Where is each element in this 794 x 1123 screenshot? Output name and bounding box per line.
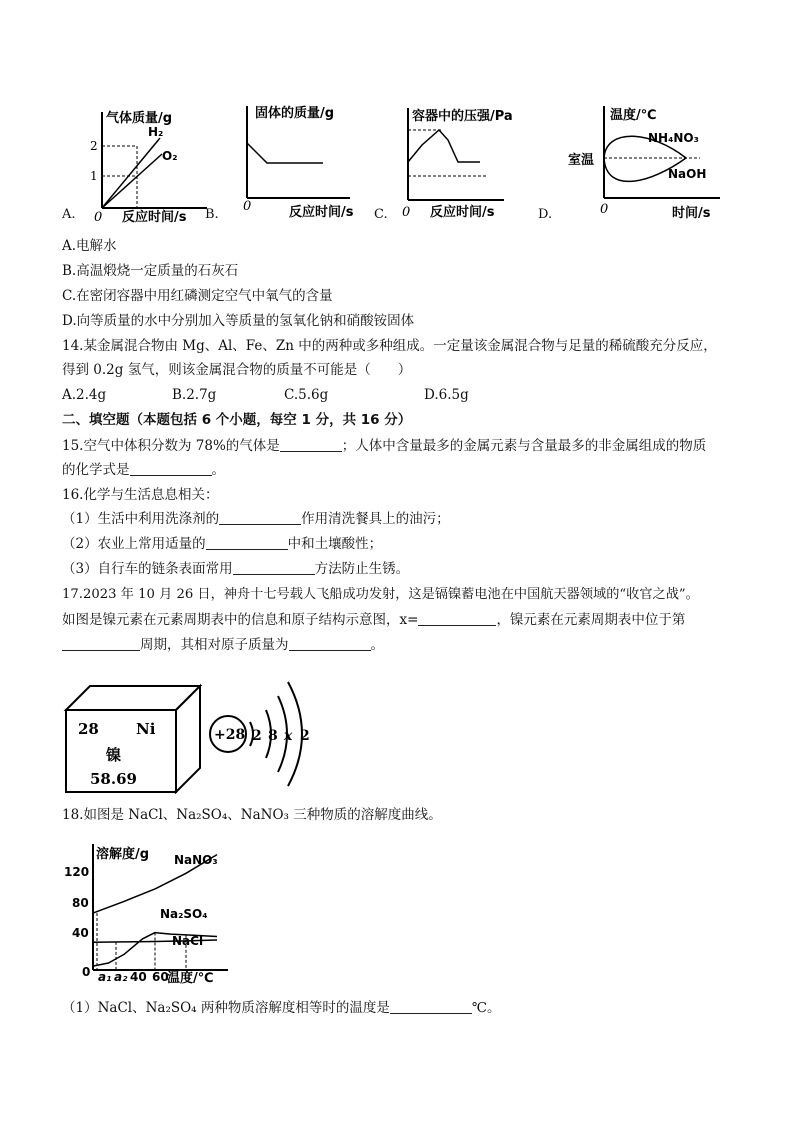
graph-d-ylabel: 温度/℃ — [610, 108, 657, 123]
q16-item-1 — [62, 510, 450, 528]
q15-text-d: 。 — [211, 462, 225, 478]
q14-line1: 14.某金属混合物由 Mg、Al、Fe、Zn 中的两种或多种组成。一定量该金属混合物与足量的稀硫酸充分反应， — [62, 338, 717, 354]
graph-a — [82, 100, 212, 225]
graph-d-bottom-label: NaOH — [668, 167, 707, 181]
graph-d-letter: D. — [538, 207, 553, 222]
x-tick-a2: a₂ — [114, 970, 128, 984]
graph-a-ylabel: 气体质量/g — [106, 111, 173, 126]
graph-a-y1: 1 — [90, 169, 98, 183]
x-tick-60: 60 — [152, 970, 169, 984]
y-tick-40: 40 — [72, 926, 89, 940]
q16-blank-2[interactable] — [206, 535, 288, 550]
q13-option-b: B.高温煅烧一定质量的石灰石 — [62, 263, 239, 279]
q15-text-b: ；人体中含量最多的金属元素与含量最多的非金属组成的物质 — [341, 438, 707, 454]
shell-3-count: x — [284, 728, 293, 744]
chart-ylabel: 溶解度/g — [96, 847, 150, 862]
solubility-chart — [62, 838, 242, 988]
q15-line1 — [62, 437, 706, 455]
q17-text-a: 如图是镍元素在元素周期表中的信息和原子结构示意图，x= — [62, 612, 419, 628]
q18-sub-1-text-b: ℃。 — [471, 1000, 501, 1016]
q15-blank-1[interactable] — [280, 437, 342, 452]
q15-line2 — [62, 461, 225, 479]
graph-c-origin: 0 — [402, 205, 411, 220]
q13-option-a: A.电解水 — [62, 238, 117, 254]
periodic-table-cell — [66, 686, 200, 792]
q15-text-a: 15.空气中体积分数为 78%的气体是 — [62, 438, 280, 454]
graph-b-xlabel: 反应时间/s — [289, 205, 354, 220]
graph-a-o2-label: O₂ — [162, 149, 178, 163]
q18-sub-1-text-a: （1）NaCl、Na₂SO₄ 两种物质溶解度相等时的温度是 — [62, 1000, 390, 1016]
q14-option-b: B.2.7g — [172, 387, 217, 403]
graph-d-top-label: NH₄NO₃ — [648, 131, 699, 145]
q17-text-c: 周期，其相对原子质量为 — [140, 637, 289, 653]
graph-d-xlabel: 时间/s — [672, 206, 711, 221]
graph-d-origin: 0 — [600, 202, 609, 217]
q16-item-2-text-b: 中和土壤酸性； — [287, 536, 383, 552]
y-tick-120: 120 — [64, 865, 90, 879]
graph-b-origin: 0 — [243, 199, 252, 214]
q17-text-b: ，镍元素在元素周期表中位于第 — [496, 612, 686, 628]
nickel-element-figure — [62, 672, 332, 797]
shell-1-count: 2 — [252, 728, 262, 744]
atom-structure-diagram — [210, 682, 310, 786]
q18-blank-1[interactable] — [390, 999, 472, 1014]
element-name: 镍 — [106, 746, 122, 764]
graph-a-y2: 2 — [90, 139, 98, 153]
y-tick-80: 80 — [72, 896, 89, 910]
shell-2-count: 8 — [268, 728, 278, 744]
q16-item-3-text-b: 方法防止生锈。 — [314, 561, 410, 577]
element-number: 28 — [78, 720, 99, 738]
q16-title: 16.化学与生活息息相关： — [62, 487, 219, 503]
q17-blank-x[interactable] — [418, 611, 496, 626]
q15-blank-2[interactable] — [130, 461, 212, 476]
q17-text-d: 。 — [370, 637, 384, 653]
q16-blank-1[interactable] — [219, 510, 301, 525]
q17-blank-period[interactable] — [62, 636, 140, 651]
shell-4-count: 2 — [300, 728, 310, 744]
graph-c-letter: C. — [374, 207, 388, 222]
graph-a-origin: 0 — [94, 210, 103, 225]
x-tick-a1: a₁ — [98, 970, 112, 984]
series-label-nacl: NaCl — [172, 934, 204, 948]
q15-text-c: 的化学式是 — [62, 462, 130, 478]
q17-line2 — [62, 611, 685, 629]
q16-item-2 — [62, 535, 382, 553]
q16-blank-3[interactable] — [233, 560, 315, 575]
series-label-na2so4: Na₂SO₄ — [160, 907, 208, 921]
y-tick-0: 0 — [82, 965, 91, 979]
q18-title: 18.如图是 NaCl、Na₂SO₄、NaNO₃ 三种物质的溶解度曲线。 — [62, 807, 442, 823]
q13-option-d: D.向等质量的水中分别加入等质量的氢氧化钠和硝酸铵固体 — [62, 313, 415, 329]
q16-item-2-text-a: （2）农业上常用适量的 — [62, 536, 206, 552]
graph-b-ylabel: 固体的质量/g — [255, 106, 335, 121]
q14-option-d: D.6.5g — [424, 387, 469, 403]
graph-c-xlabel: 反应时间/s — [430, 205, 495, 220]
q17-line1: 17.2023 年 10 月 26 日，神舟十七号载人飞船成功发射，这是镉镍蓄电池在中国航天器领域的“收官之战”。 — [62, 587, 699, 602]
q16-item-1-text-b: 作用清洗餐具上的油污； — [301, 511, 450, 527]
q16-item-3 — [62, 560, 409, 578]
q14-options — [62, 386, 469, 404]
element-mass: 58.69 — [90, 770, 137, 788]
element-symbol: Ni — [136, 720, 156, 738]
chart-xlabel: 温度/℃ — [167, 971, 214, 986]
graph-b — [225, 98, 370, 223]
graph-a-xlabel: 反应时间/s — [122, 210, 187, 225]
q18-sub-1 — [62, 999, 501, 1017]
graph-a-h2-label: H₂ — [148, 125, 164, 139]
graph-d-room-label: 室温 — [568, 153, 595, 168]
q14-option-c: C.5.6g — [284, 387, 329, 403]
graph-b-letter: B. — [205, 207, 219, 222]
graph-d — [560, 98, 730, 223]
series-label-nano3: NaNO₃ — [174, 853, 218, 867]
q16-item-1-text-a: （1）生活中利用洗涤剂的 — [62, 511, 220, 527]
q16-item-3-text-a: （3）自行车的链条表面常用 — [62, 561, 233, 577]
q13-option-c: C.在密闭容器中用红磷测定空气中氧气的含量 — [62, 288, 333, 304]
q14-line2: 得到 0.2g 氢气，则该金属混合物的质量不可能是（ ） — [62, 362, 412, 378]
q17-line3 — [62, 636, 384, 654]
graph-a-letter: A. — [62, 207, 76, 222]
graph-c — [392, 100, 532, 225]
q14-option-a: A.2.4g — [62, 387, 107, 403]
graph-c-ylabel: 容器中的压强/Pa — [412, 109, 513, 124]
section-heading: 二、填空题（本题包括 6 个小题，每空 1 分，共 16 分） — [62, 412, 412, 428]
x-tick-40: 40 — [130, 970, 147, 984]
q17-blank-mass[interactable] — [289, 636, 371, 651]
nucleus-charge: +28 — [214, 727, 246, 743]
